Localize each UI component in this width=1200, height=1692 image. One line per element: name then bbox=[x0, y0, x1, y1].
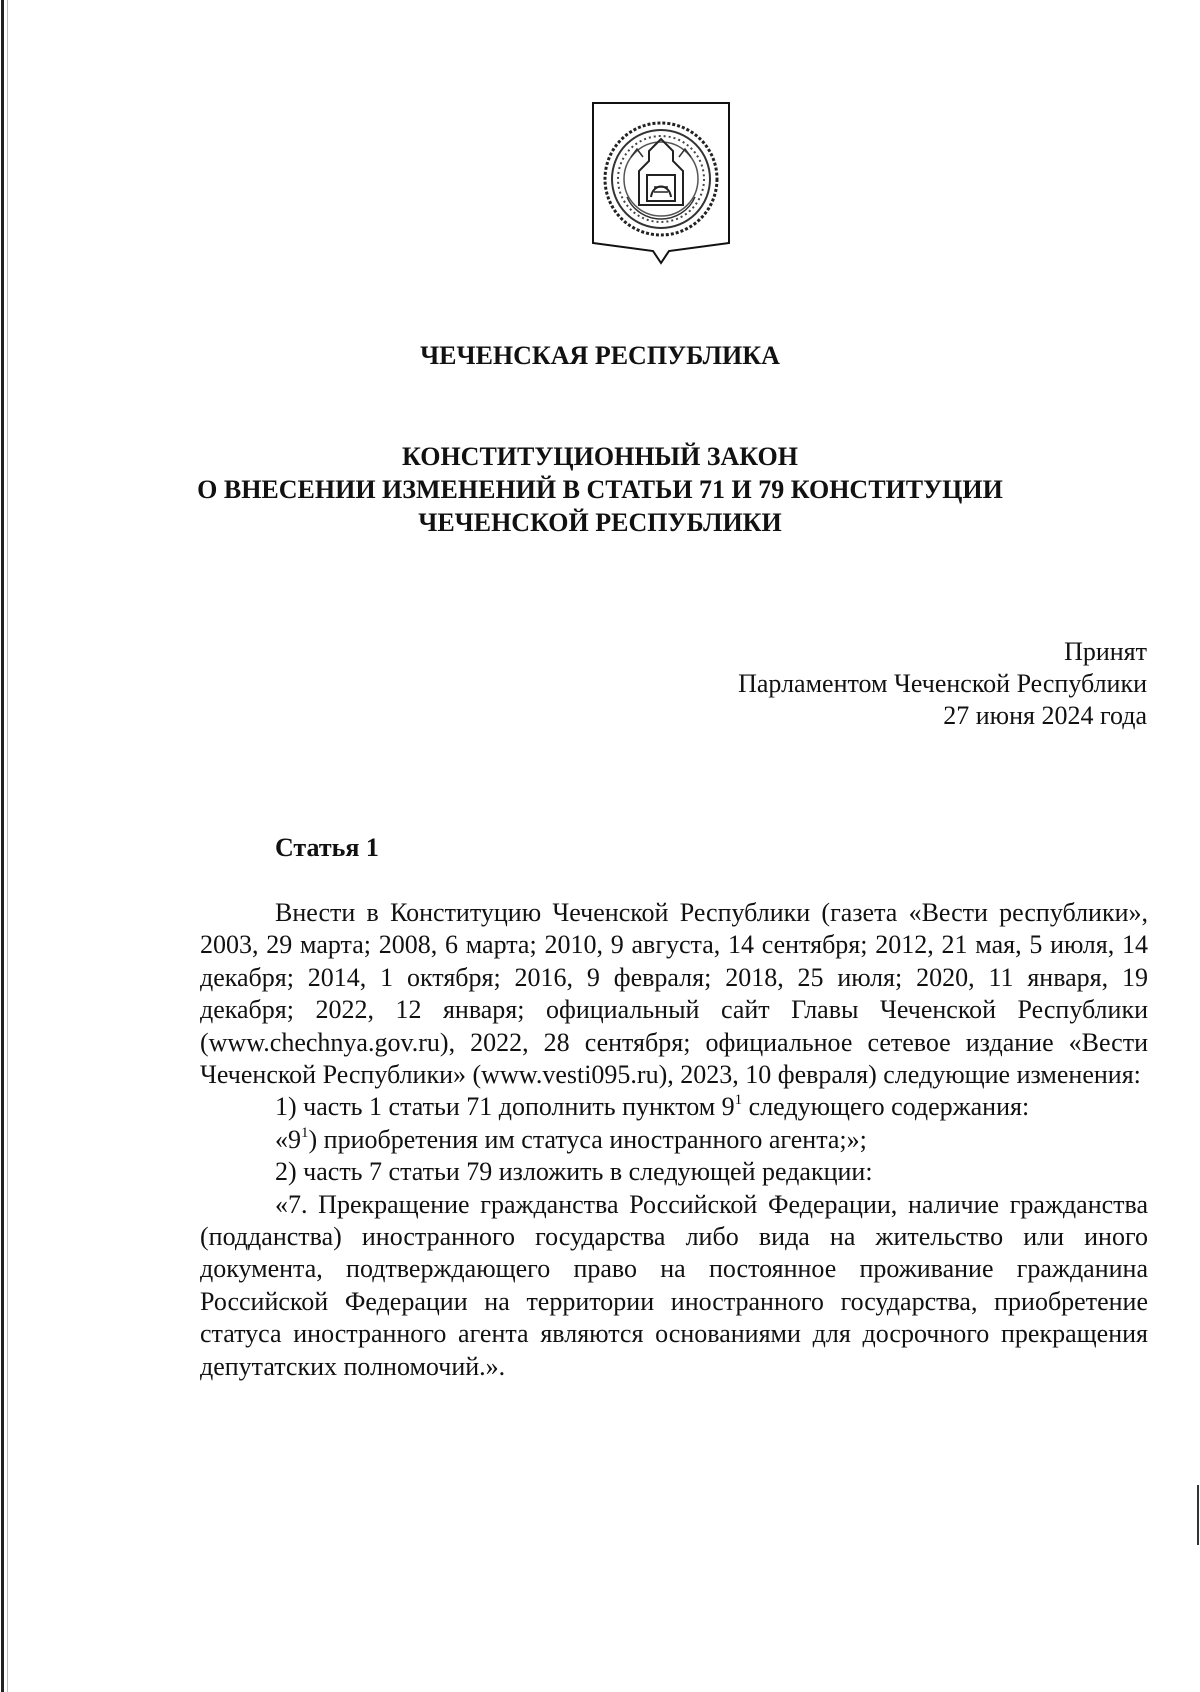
amendment-item-1-tail: следующего содержания: bbox=[742, 1092, 1030, 1122]
scan-edge bbox=[1, 0, 4, 1692]
adoption-block bbox=[738, 636, 1147, 732]
law-title-line-3: ЧЕЧЕНСКОЙ РЕСПУБЛИКИ bbox=[418, 508, 782, 537]
amendment-item-1-sup: 1 bbox=[734, 1092, 743, 1109]
law-title-line-2: О ВНЕСЕНИИ ИЗМЕНЕНИЙ В СТАТЬИ 71 И 79 КОНСТИТУЦИИ bbox=[197, 475, 1003, 504]
adoption-line-2: Парламентом Чеченской Республики bbox=[738, 669, 1147, 698]
article-title: Статья 1 bbox=[275, 833, 379, 862]
republic-heading: ЧЕЧЕНСКАЯ РЕСПУБЛИКА bbox=[420, 341, 780, 370]
amendment-quote-1-text: «9 bbox=[275, 1124, 301, 1154]
amendment-quote-1-tail: ) приобретения им статуса иностранного агента;»; bbox=[308, 1124, 867, 1154]
law-title-line-1: КОНСТИТУЦИОННЫЙ ЗАКОН bbox=[402, 442, 798, 471]
article-body bbox=[200, 897, 1148, 1383]
amendment-item-1-text: 1) часть 1 статьи 71 дополнить пунктом 9 bbox=[275, 1092, 735, 1122]
scan-mark bbox=[1197, 1485, 1199, 1545]
adoption-line-1: Принят bbox=[1064, 637, 1147, 666]
adoption-date: 27 июня 2024 года bbox=[943, 701, 1147, 730]
amendment-quote-2: «7. Прекращение гражданства Российской Федерации, наличие гражданства (подданства) иностранного государства либо вида на жительство или иного документа, подтверждающего право на постоянное проживание гражданина Российской Федерации на территории иностранного государства, приобретение статуса иностранного агента являются основаниями для досрочного прекращения депутатских полномочий.». bbox=[200, 1189, 1148, 1381]
law-title bbox=[0, 440, 1200, 539]
amendment-quote-1-sup: 1 bbox=[301, 1124, 309, 1141]
amendment-item-2: 2) часть 7 статьи 79 изложить в следующей редакции: bbox=[275, 1157, 873, 1187]
article-intro-paragraph: Внести в Конституцию Чеченской Республики (газета «Вести республики», 2003, 29 марта; 2008, 6 марта; 2010, 9 августа, 14 сентября; 2012, 21 мая, 5 июля, 14 декабря; 2014, 1 октября; 2016, 9 февраля; 2018, 25 июля; 2020, 11 января, 19 декабря; 2022, 12 января; официальный сайт Главы Чеченской Республики (www.chechnya.gov.ru), 2022, 28 сентября; официальное сетевое издание «Вести Чеченской Республики» (www.vesti095.ru), 2023, 10 февраля) следующие изменения: bbox=[200, 898, 1148, 1090]
coat-of-arms-icon bbox=[591, 101, 731, 271]
amendment-item-1 bbox=[200, 1091, 1148, 1123]
amendment-quote-1 bbox=[200, 1124, 1148, 1156]
scan-edge-faint bbox=[7, 0, 8, 1692]
